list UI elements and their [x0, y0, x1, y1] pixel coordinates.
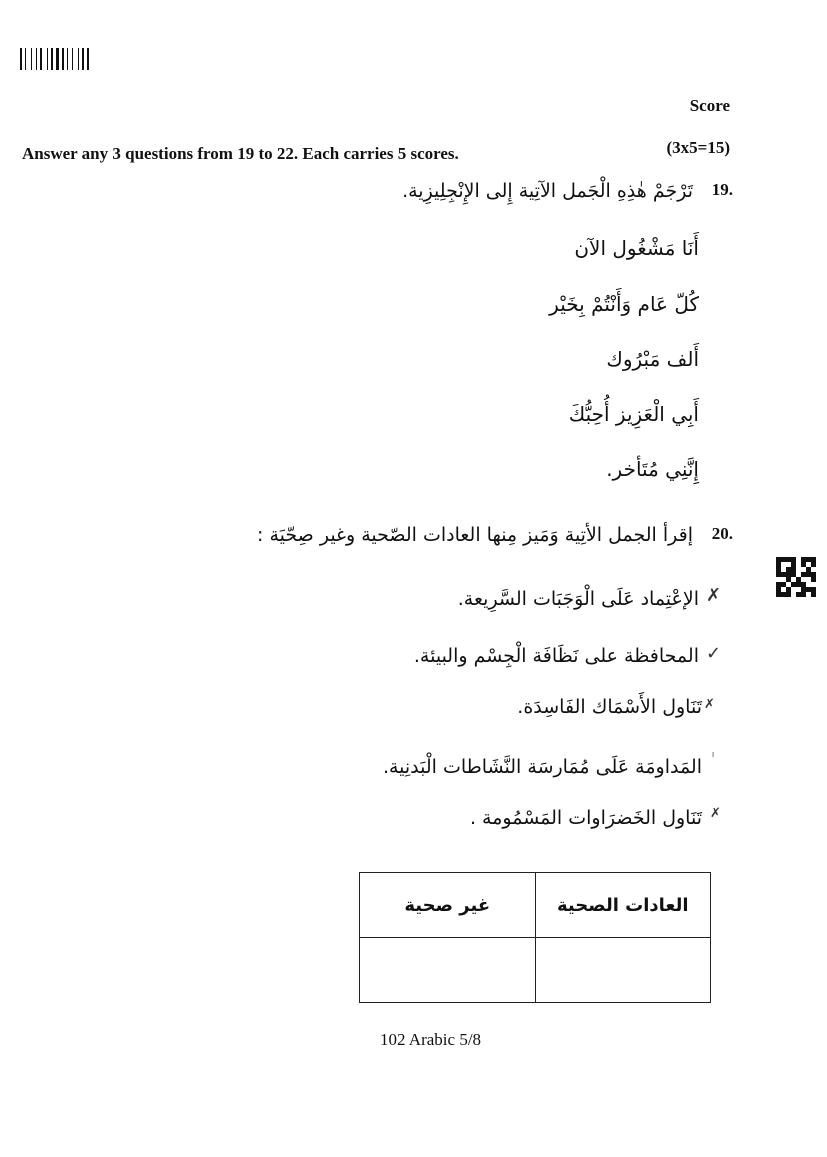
question-20-item: الإعْتِماد عَلَى الْوَجَبَات السَّرِيعة.: [457, 588, 699, 610]
table-header-healthy: العادات الصحية: [535, 873, 711, 938]
question-20-item: المحافظة على نَظَافَة الْجِسْم والبيئة.: [413, 645, 699, 667]
page-footer: 102 Arabic 5/8: [380, 1030, 482, 1049]
question-20-number: 20.: [711, 524, 733, 543]
handwritten-mark: ˡ: [712, 750, 714, 764]
question-20-item: تَنَاول الخَضرَاوات المَسْمُومة .: [469, 807, 702, 829]
table-cell-healthy: [535, 938, 711, 1003]
barcode: [20, 48, 108, 70]
table-cell-unhealthy: [360, 938, 536, 1003]
handwritten-mark: ✗: [704, 697, 715, 712]
table-header-row: [360, 873, 711, 938]
section-marks: (3x5=15): [666, 138, 730, 157]
table-header-unhealthy: غير صحية: [360, 873, 536, 938]
question-19-number: 19.: [711, 180, 733, 199]
table-row: [360, 938, 711, 1003]
handwritten-cross-mark: ✗: [706, 585, 722, 606]
qr-code: [776, 557, 816, 597]
question-19-item: أَبِي الْعَزِيز أُحِبُّكَ: [568, 402, 699, 426]
habits-table: [359, 872, 711, 1003]
question-19-item: إِنَّنِي مُتَأخر.: [606, 457, 699, 481]
question-20-item: المَداومَة عَلَى مُمَارسَة النَّشَاطات الْبَدنِية.: [382, 756, 702, 778]
question-19-item: كُلّ عَام وَأَنْتُمْ بِخَيْر: [549, 292, 699, 316]
handwritten-check-mark: ✓: [706, 643, 722, 664]
section-instruction: Answer any 3 questions from 19 to 22. Each carries 5 scores.: [22, 144, 459, 163]
score-label: Score: [689, 96, 730, 115]
handwritten-mark: ✗: [710, 806, 721, 821]
question-20-item: تَنَاول الأَسْمَاك الفَاسِدَة.: [517, 696, 702, 718]
question-19-prompt: تَرْجَمْ هٰذِهِ الْجَمل الآتِية إِلى الإِنْجِلِيزِية.: [402, 180, 693, 202]
question-19-item: أَنَا مَشْغُول الآن: [574, 236, 699, 260]
question-20-prompt: إقرأ الجمل الأتِية وَمَيز مِنها العادات الصّحية وغير صِحّيَة :: [257, 524, 693, 546]
question-19-item: أَلف مَبْرُوك: [606, 347, 699, 371]
